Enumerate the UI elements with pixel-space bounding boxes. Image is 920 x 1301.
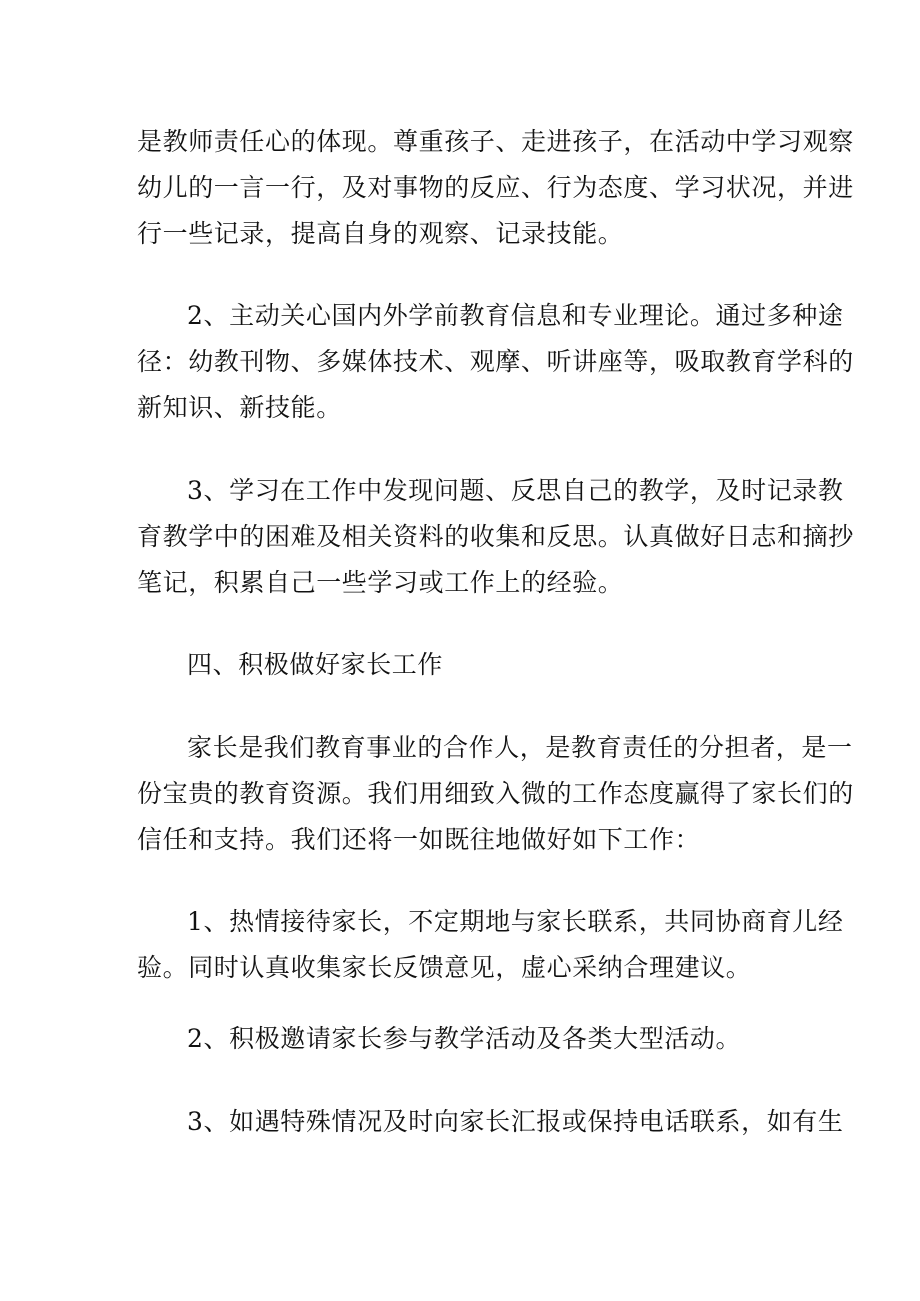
paragraph-3-line-1: 3、学习在工作中发现问题、反思自己的教学，及时记录教 <box>187 476 844 505</box>
paragraph-3-line-2: 育教学中的困难及相关资料的收集和反思。认真做好日志和摘抄 <box>137 522 854 551</box>
paragraph-4-line-2: 份宝贵的教育资源。我们用细致入微的工作态度赢得了家长们的 <box>137 779 854 808</box>
paragraph-5-line-1: 1、热情接待家长，不定期地与家长联系，共同协商育儿经 <box>187 907 844 936</box>
paragraph-6-line-1: 2、积极邀请家长参与教学活动及各类大型活动。 <box>187 1024 742 1053</box>
paragraph-4-line-3: 信任和支持。我们还将一如既往地做好如下工作： <box>137 825 701 854</box>
section-heading-4: 四、积极做好家长工作 <box>187 650 444 679</box>
paragraph-2-line-2: 径：幼教刊物、多媒体技术、观摩、听讲座等，吸取教育学科的 <box>137 347 854 376</box>
paragraph-2-line-1: 2、主动关心国内外学前教育信息和专业理论。通过多种途 <box>187 301 844 330</box>
paragraph-7-line-1: 3、如遇特殊情况及时向家长汇报或保持电话联系，如有生 <box>187 1107 844 1136</box>
paragraph-4-line-1: 家长是我们教育事业的合作人，是教育责任的分担者，是一 <box>187 733 853 762</box>
paragraph-1-line-1: 是教师责任心的体现。尊重孩子、走进孩子，在活动中学习观察 <box>137 127 854 156</box>
paragraph-2-line-3: 新知识、新技能。 <box>137 393 342 422</box>
paragraph-3-line-3: 笔记，积累自己一些学习或工作上的经验。 <box>137 568 624 597</box>
paragraph-1-line-2: 幼儿的一言一行，及对事物的反应、行为态度、学习状况，并进 <box>137 173 854 202</box>
paragraph-5-line-2: 验。同时认真收集家长反馈意见，虚心采纳合理建议。 <box>137 953 752 982</box>
paragraph-1-line-3: 行一些记录，提高自身的观察、记录技能。 <box>137 219 624 248</box>
